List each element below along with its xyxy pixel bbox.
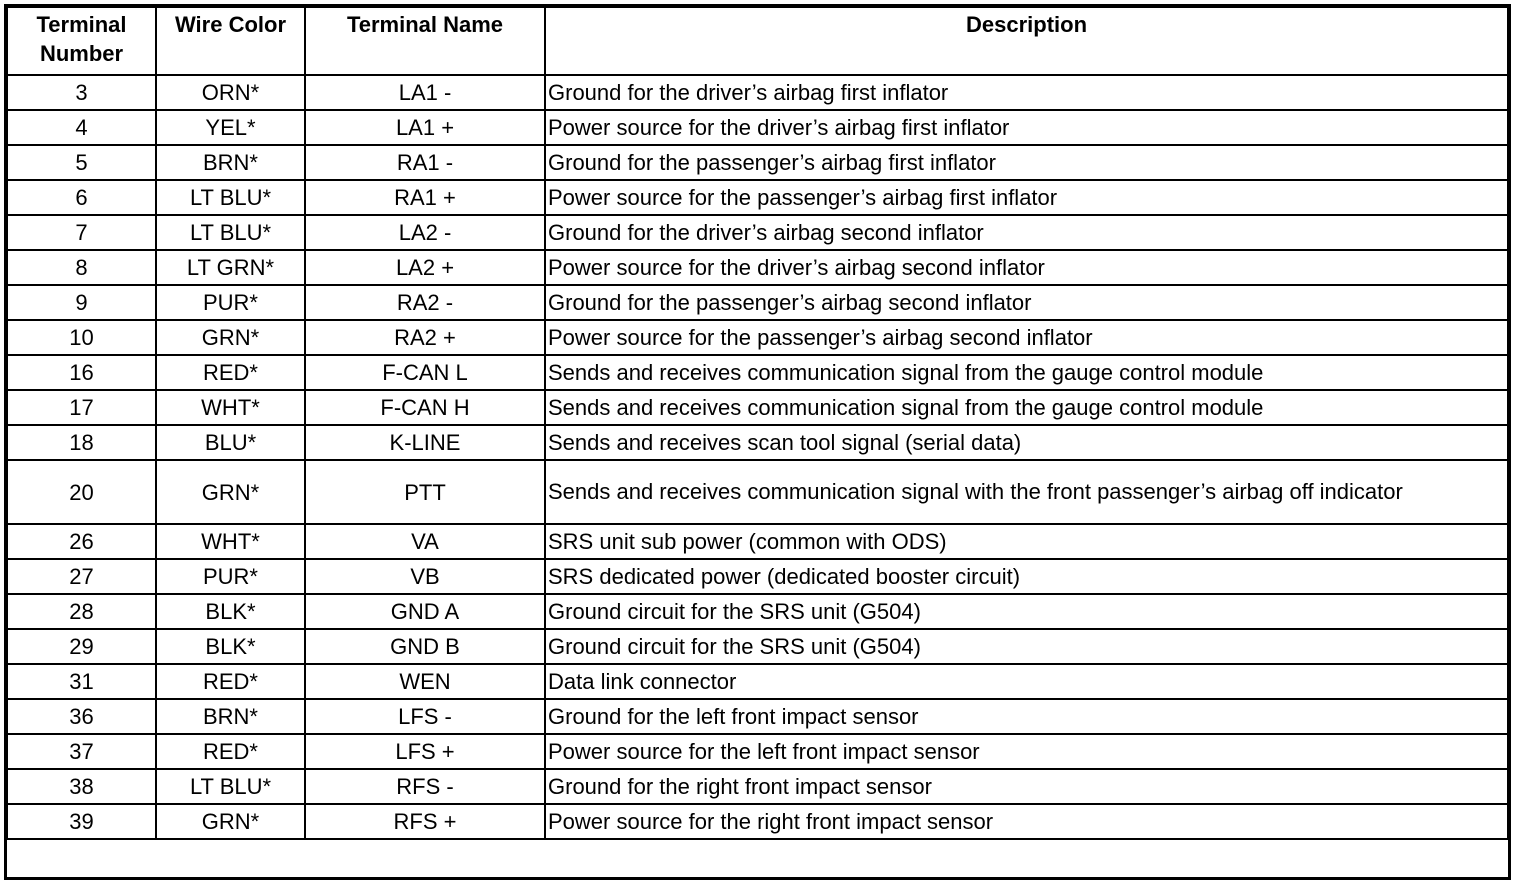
- terminal-description: Ground circuit for the SRS unit (G504): [545, 594, 1508, 629]
- terminal-description: Power source for the driver’s airbag first inflator: [545, 110, 1508, 145]
- table-row: [7, 699, 1508, 734]
- wire-color: YEL*: [156, 110, 305, 145]
- terminal-description: Power source for the driver’s airbag second inflator: [545, 250, 1508, 285]
- terminal-description: Ground for the right front impact sensor: [545, 769, 1508, 804]
- terminal-number: 4: [7, 110, 156, 145]
- terminal-number: 7: [7, 215, 156, 250]
- terminal-description: Ground for the left front impact sensor: [545, 699, 1508, 734]
- terminal-number: 3: [7, 75, 156, 110]
- terminal-name: RA1 +: [305, 180, 545, 215]
- header-terminal-number: Terminal Number: [7, 7, 156, 75]
- wire-color: LT BLU*: [156, 215, 305, 250]
- terminal-description: Power source for the right front impact sensor: [545, 804, 1508, 839]
- table-row: [7, 75, 1508, 110]
- table-row: [7, 804, 1508, 839]
- terminal-description: Power source for the passenger’s airbag first inflator: [545, 180, 1508, 215]
- table-row: [7, 355, 1508, 390]
- wire-color: GRN*: [156, 460, 305, 524]
- terminal-number: 37: [7, 734, 156, 769]
- wire-color: WHT*: [156, 390, 305, 425]
- terminal-description: SRS unit sub power (common with ODS): [545, 524, 1508, 559]
- wire-color: BRN*: [156, 145, 305, 180]
- terminal-description: Power source for the passenger’s airbag second inflator: [545, 320, 1508, 355]
- table-row: [7, 769, 1508, 804]
- terminal-name: VB: [305, 559, 545, 594]
- table-row: [7, 110, 1508, 145]
- terminal-number: 29: [7, 629, 156, 664]
- terminal-name: GND A: [305, 594, 545, 629]
- wire-color: WHT*: [156, 524, 305, 559]
- terminal-number: 10: [7, 320, 156, 355]
- terminal-number: 6: [7, 180, 156, 215]
- terminal-number: 39: [7, 804, 156, 839]
- terminal-name: LA1 -: [305, 75, 545, 110]
- wire-color: RED*: [156, 355, 305, 390]
- terminal-description: SRS dedicated power (dedicated booster circuit): [545, 559, 1508, 594]
- terminal-name: LFS -: [305, 699, 545, 734]
- terminal-name: WEN: [305, 664, 545, 699]
- terminal-number: 20: [7, 460, 156, 524]
- terminal-description: Power source for the left front impact sensor: [545, 734, 1508, 769]
- table-row: [7, 559, 1508, 594]
- header-terminal-name: Terminal Name: [305, 7, 545, 75]
- table-row: [7, 734, 1508, 769]
- terminal-number: 27: [7, 559, 156, 594]
- table-row: [7, 180, 1508, 215]
- terminal-name: F-CAN L: [305, 355, 545, 390]
- terminal-description: Ground for the passenger’s airbag second inflator: [545, 285, 1508, 320]
- terminal-name: LA2 +: [305, 250, 545, 285]
- terminal-description: Ground for the passenger’s airbag first inflator: [545, 145, 1508, 180]
- terminal-number: 31: [7, 664, 156, 699]
- table-row: [7, 425, 1508, 460]
- table-row: [7, 320, 1508, 355]
- wire-color: BRN*: [156, 699, 305, 734]
- terminal-description: Ground circuit for the SRS unit (G504): [545, 629, 1508, 664]
- terminal-name: RFS -: [305, 769, 545, 804]
- wire-color: LT GRN*: [156, 250, 305, 285]
- wire-color: BLU*: [156, 425, 305, 460]
- terminal-number: 26: [7, 524, 156, 559]
- terminal-name: RA1 -: [305, 145, 545, 180]
- table-row: [7, 390, 1508, 425]
- terminal-name: RA2 +: [305, 320, 545, 355]
- wire-color: GRN*: [156, 320, 305, 355]
- header-wire-color: Wire Color: [156, 7, 305, 75]
- terminal-name: RFS +: [305, 804, 545, 839]
- table-row: [7, 285, 1508, 320]
- table-row: [7, 250, 1508, 285]
- table-row: [7, 460, 1508, 524]
- terminal-number: 16: [7, 355, 156, 390]
- terminal-name: LA2 -: [305, 215, 545, 250]
- table-row: [7, 524, 1508, 559]
- wire-color: BLK*: [156, 594, 305, 629]
- wire-color: GRN*: [156, 804, 305, 839]
- table-row: [7, 664, 1508, 699]
- wire-color: BLK*: [156, 629, 305, 664]
- terminal-name: K-LINE: [305, 425, 545, 460]
- terminal-number: 17: [7, 390, 156, 425]
- terminal-description: Sends and receives scan tool signal (serial data): [545, 425, 1508, 460]
- terminal-number: 28: [7, 594, 156, 629]
- terminal-number: 36: [7, 699, 156, 734]
- wire-color: PUR*: [156, 559, 305, 594]
- terminal-number: 5: [7, 145, 156, 180]
- wire-color: LT BLU*: [156, 769, 305, 804]
- terminal-number: 38: [7, 769, 156, 804]
- terminal-name: PTT: [305, 460, 545, 524]
- table-header-row: [7, 7, 1508, 75]
- table-row: [7, 215, 1508, 250]
- wire-color: LT BLU*: [156, 180, 305, 215]
- wire-color: PUR*: [156, 285, 305, 320]
- terminal-description: Sends and receives communication signal from the gauge control module: [545, 390, 1508, 425]
- terminal-description: Ground for the driver’s airbag second inflator: [545, 215, 1508, 250]
- terminal-number: 9: [7, 285, 156, 320]
- terminal-table: [6, 6, 1509, 840]
- terminal-description: Ground for the driver’s airbag first inflator: [545, 75, 1508, 110]
- terminal-description: Data link connector: [545, 664, 1508, 699]
- wire-color: RED*: [156, 664, 305, 699]
- table-row: [7, 629, 1508, 664]
- terminal-name: LFS +: [305, 734, 545, 769]
- terminal-number: 8: [7, 250, 156, 285]
- terminal-name: RA2 -: [305, 285, 545, 320]
- terminal-number: 18: [7, 425, 156, 460]
- terminal-name: GND B: [305, 629, 545, 664]
- terminal-description: Sends and receives communication signal with the front passenger’s airbag off indicator: [545, 460, 1508, 524]
- terminal-name: LA1 +: [305, 110, 545, 145]
- table-row: [7, 594, 1508, 629]
- terminal-name: F-CAN H: [305, 390, 545, 425]
- header-description: Description: [545, 7, 1508, 75]
- terminal-description: Sends and receives communication signal from the gauge control module: [545, 355, 1508, 390]
- table-row: [7, 145, 1508, 180]
- wire-color: ORN*: [156, 75, 305, 110]
- wire-color: RED*: [156, 734, 305, 769]
- terminal-name: VA: [305, 524, 545, 559]
